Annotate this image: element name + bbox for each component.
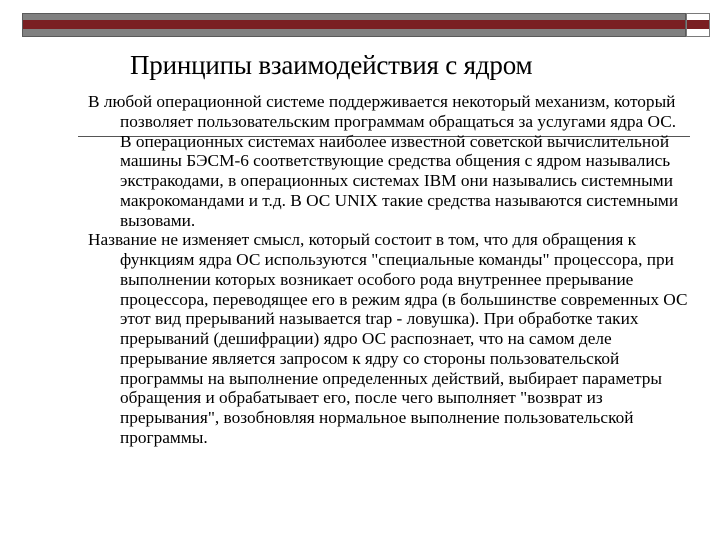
slide-body xyxy=(88,92,688,448)
paragraph-trap-interrupts: Название не изменяет смысл, который состоит в том, что для обращения к функциям ядра ОС используются "специальные команды" процессора, при выполнении которых возникает особого рода внутреннее прерывание процессора, переводящее его в режим ядра (в большинстве современных ОС этот вид прерываний называется trap - ловушка). При обработке таких прерываний (дешифрации) ядро ОС распознает, что на самом деле прерывание является запросом к ядру со стороны пользовательской программы на выполнение определенных действий, выбирает параметры обращения и обрабатывает его, после чего выполняет "возврат из прерывания", возобновляя нормальное выполнение пользовательской программы. xyxy=(88,230,688,447)
slide-title: Принципы взаимодействия с ядром xyxy=(130,50,533,80)
paragraph-system-calls: В любой операционной системе поддерживается некоторый механизм, который позволяет пользовательским программам обращаться за услугами ядра ОС. В операционных системах наиболее известной советской вычислительной машины БЭСМ-6 соответствующие средства общения с ядром назывались экстракодами, в операционных системах IBM они назывались системными макрокомандами и т.д. В ОС UNIX такие средства называются системными вызовами. xyxy=(88,92,679,230)
header-decor-stripe xyxy=(23,20,685,29)
header-corner-stripe xyxy=(687,20,709,29)
header-decor-bar xyxy=(22,13,686,37)
header-corner-box xyxy=(686,13,710,37)
